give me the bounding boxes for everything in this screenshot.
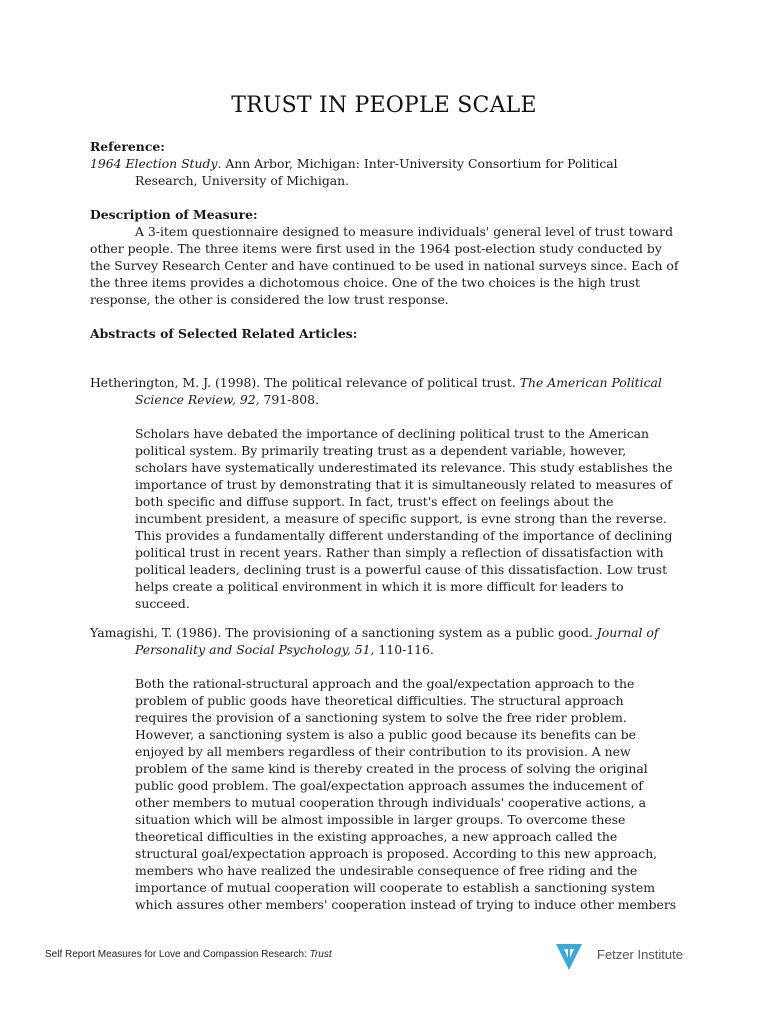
- reference-rest-line1: . Ann Arbor, Michigan: Inter-University Consortium for Political: [217, 156, 618, 171]
- article-pages: 110-116.: [374, 642, 434, 657]
- article-journal: The American Political Science Review, 92,: [135, 375, 662, 407]
- fetzer-logo-text: Fetzer Institute: [597, 947, 683, 962]
- description-text: A 3-item questionnaire designed to measure individuals' general level of trust toward other people. The three items were first used in the 1964 post-election study conducted by the Survey Research Center and have continued to be used in national surveys since. Each of the three items provides a dichotomous choice. One of the two choices is the high trust response, the other is considered the low trust response.: [90, 224, 679, 307]
- footer-source-topic: Trust: [309, 949, 332, 960]
- document-body: [90, 138, 680, 913]
- footer-source-text: Self Report Measures for Love and Compassion Research:: [45, 949, 310, 960]
- reference-study-title: 1964 Election Study: [90, 156, 218, 171]
- reference-citation: [90, 155, 680, 189]
- abstracts-heading: Abstracts of Selected Related Articles:: [90, 326, 358, 341]
- article-pages: 791-808.: [259, 392, 319, 407]
- article-entry: [90, 374, 680, 612]
- page-title: TRUST IN PEOPLE SCALE: [231, 93, 537, 118]
- footer-source: [45, 949, 332, 960]
- reference-heading: Reference:: [90, 139, 165, 154]
- reference-rest-line2: Research, University of Michigan.: [135, 173, 350, 188]
- article-journal: Journal of Personality and Social Psychology, 51,: [135, 625, 659, 657]
- article-citation-text: Hetherington, M. J. (1998). The political relevance of political trust.: [90, 375, 520, 390]
- article-abstract: Scholars have debated the importance of declining political trust to the American political system. By primarily treating trust as a dependent variable, however, scholars have systematically underestimated its relevance. This study establishes the importance of trust by demonstrating that it is simultaneously related to measures of both specific and diffuse support. In fact, trust's effect on feelings about the incumbent president, a measure of specific support, is evne strong than the reverse. This provides a fundamentally different understanding of the importance of declining political trust in recent years. Rather than simply a reflection of dissatisfaction with political leaders, declining trust is a powerful cause of this dissatisfaction. Low trust helps create a political environment in which it is more difficult for leaders to succeed.: [135, 426, 673, 611]
- article-citation-text: Yamagishi, T. (1986). The provisioning of a sanctioning system as a public good.: [90, 625, 597, 640]
- description-heading: Description of Measure:: [90, 207, 258, 222]
- article-entry: [90, 624, 680, 913]
- article-citation: [90, 374, 680, 408]
- article-citation: [90, 624, 680, 658]
- article-abstract: Both the rational-structural approach and the goal/expectation approach to the problem of public goods have theoretical difficulties. The structural approach requires the provision of a sanctioning system to solve the free rider problem. However, a sanctioning system is also a public good because its benefits can be enjoyed by all members regardless of their contribution to its provision. A new problem of the same kind is thereby created in the process of solving the original public good problem. The goal/expectation approach assumes the inducement of other members to mutual cooperation through individuals' cooperative actions, a situation which will be almost impossible in larger groups. To overcome these theoretical difficulties in the existing approaches, a new approach called the structural goal/expectation approach is proposed. According to this new approach, members who have realized the undesirable consequence of free riding and the importance of mutual cooperation will cooperate to establish a sanctioning system which assures other members' cooperation instead of trying to induce other members: [135, 676, 677, 912]
